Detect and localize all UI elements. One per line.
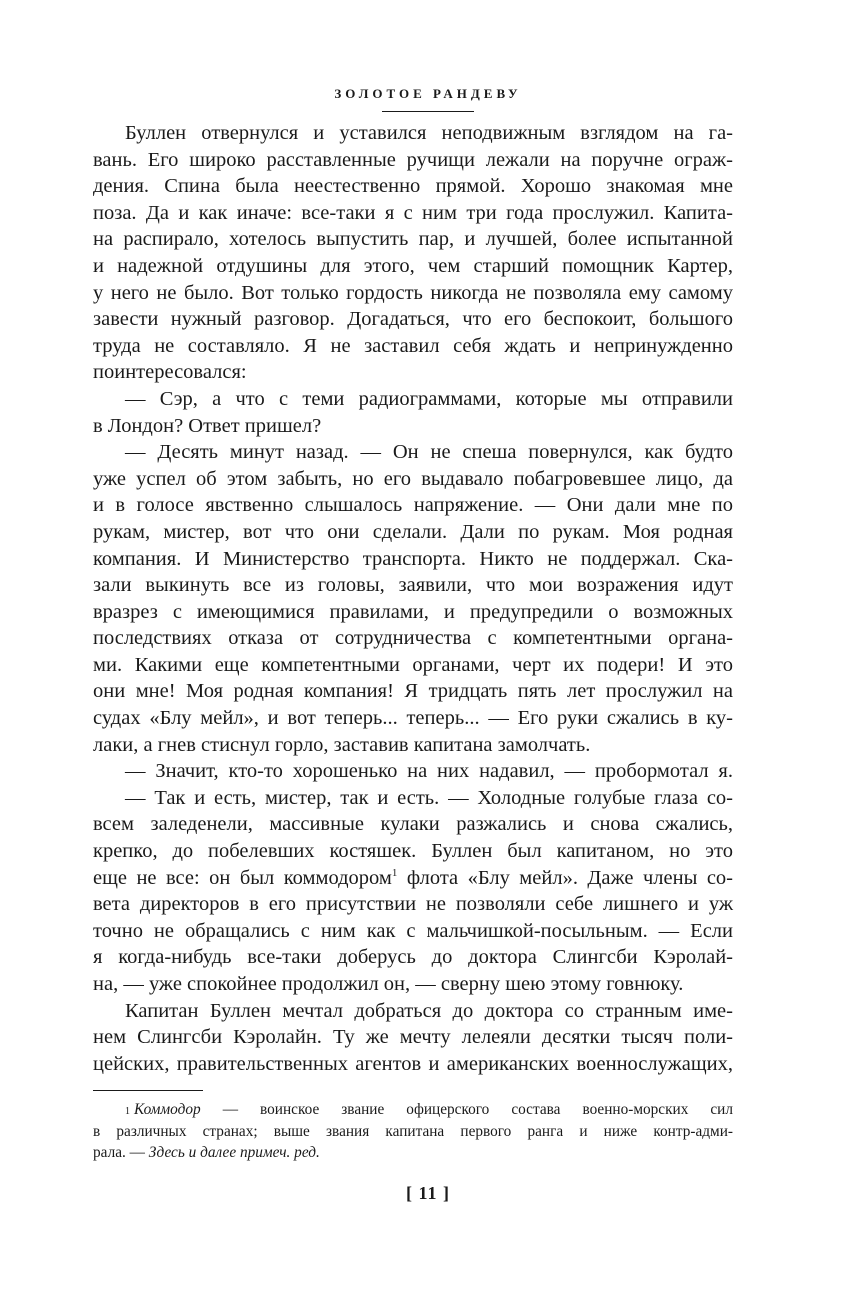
text-line: последствиях отказа от сотрудничества с компетентными органа-	[93, 627, 733, 650]
text-line: компания. И Министерство транспорта. Никто не поддержал. Ска-	[93, 547, 733, 570]
text-line-with-footnote	[93, 865, 733, 892]
text-line: судах «Блу мейл», и вот теперь... теперь... — Его руки сжались в ку-	[93, 707, 733, 730]
text-line: поинтересовался:	[93, 361, 247, 384]
text-line: завести нужный разговор. Догадаться, что его беспокоит, большого	[93, 308, 733, 331]
text-line: на, — уже спокойнее продолжил он, — сверну шею этому говнюку.	[93, 973, 684, 995]
text-line: и надежной отдушины для этого, чем старший помощник Картер,	[93, 254, 733, 277]
editor-note: Здесь и далее примеч. ред.	[148, 1144, 320, 1161]
text-line: они мне! Моя родная компания! Я тридцать пять лет прослужил на	[93, 680, 733, 703]
text-line: дения. Спина была неестественно прямой. Хорошо знакомая мне	[93, 175, 733, 198]
text-line: я когда-нибудь все-таки доберусь до доктора Слингсби Кэролай-	[93, 946, 733, 969]
text-line: вань. Его широко расставленные ручищи лежали на поручне ограж-	[93, 148, 733, 171]
text-line: вразрез с имеющимися правилами, и предупредили о возможных	[93, 600, 733, 623]
footnote	[93, 1099, 733, 1164]
footnote-term: Коммодор	[134, 1101, 201, 1118]
text-line: в Лондон? Ответ пришел?	[93, 414, 322, 437]
footnote-line	[93, 1142, 733, 1164]
footnote-line	[93, 1099, 733, 1121]
text-line: цейских, правительственных агентов и американских военнослужащих,	[93, 1052, 733, 1075]
footnote-text: рала. —	[93, 1144, 149, 1161]
text-line: лаки, а гнев стиснул горло, заставив капитана замолчать.	[93, 733, 591, 756]
text-line: и в голосе явственно слышалось напряжение. — Они дали мне по	[93, 494, 733, 517]
text-line: Буллен отвернулся и уставился неподвижным взглядом на га-	[125, 122, 733, 144]
text-line: на распирало, хотелось выпустить пар, и лучшей, более испытанной	[93, 228, 733, 251]
text-segment: флота «Блу мейл». Даже члены со-	[406, 866, 733, 889]
text-line: — Так и есть, мистер, так и есть. — Холодные голубые глаза со-	[125, 786, 733, 809]
footnote-line: в различных странах; выше звания капитана первого ранга и ниже контр-адми-	[93, 1122, 733, 1140]
text-line: уже успел об этом забыть, но его выдавало побагровевшее лицо, да	[93, 467, 733, 490]
running-head-rule	[382, 111, 474, 112]
text-line: поза. Да и как иначе: все-таки я с ним три года прослужил. Капита-	[93, 201, 733, 224]
running-head: ЗОЛОТОЕ РАНДЕВУ	[334, 86, 522, 101]
body-text	[93, 120, 733, 1077]
text-line: рукам, мистер, вот что они сделали. Дали по рукам. Моя родная	[93, 520, 733, 543]
text-line: нем Слингсби Кэролайн. Ту же мечту лелеяли десятки тысяч поли-	[93, 1026, 733, 1049]
footnote-reference: 1	[391, 866, 398, 879]
footnote-definition: — воинское звание офицерского состава военно-морских сил	[200, 1101, 733, 1118]
text-line: точно не обращались с ним как с мальчишкой-посыльным. — Если	[93, 919, 733, 942]
text-line: труда не составляло. Я не заставил себя ждать и непринужденно	[93, 334, 733, 357]
footnote-rule	[93, 1090, 203, 1091]
text-line: — Десять минут назад. — Он не спеша повернулся, как будто	[125, 441, 733, 464]
text-line: зали выкинуть все из головы, заявили, что мои возражения идут	[93, 574, 733, 597]
text-segment: еще не все: он был коммодором	[93, 866, 392, 889]
text-line: ми. Какими еще компетентными органами, черт их подери! И это	[93, 653, 733, 676]
text-line: — Сэр, а что с теми радиограммами, которые мы отправили	[125, 387, 733, 410]
text-line: всем заледенели, массивные кулаки разжались и снова сжались,	[93, 813, 733, 836]
text-line: — Значит, кто-то хорошенько на них надавил, — пробормотал я.	[125, 760, 733, 783]
text-line: крепко, до побелевших костяшек. Буллен был капитаном, но это	[93, 840, 733, 863]
page-number: [ 11 ]	[406, 1183, 450, 1203]
text-line: вета директоров в его присутствии не позволяли себе лишнего и уж	[93, 893, 733, 916]
text-line: у него не было. Вот только гордость никогда не позволяла ему самому	[93, 281, 733, 304]
text-line: Капитан Буллен мечтал добраться до доктора со странным име-	[125, 999, 733, 1022]
footnote-marker: 1	[125, 1106, 130, 1117]
